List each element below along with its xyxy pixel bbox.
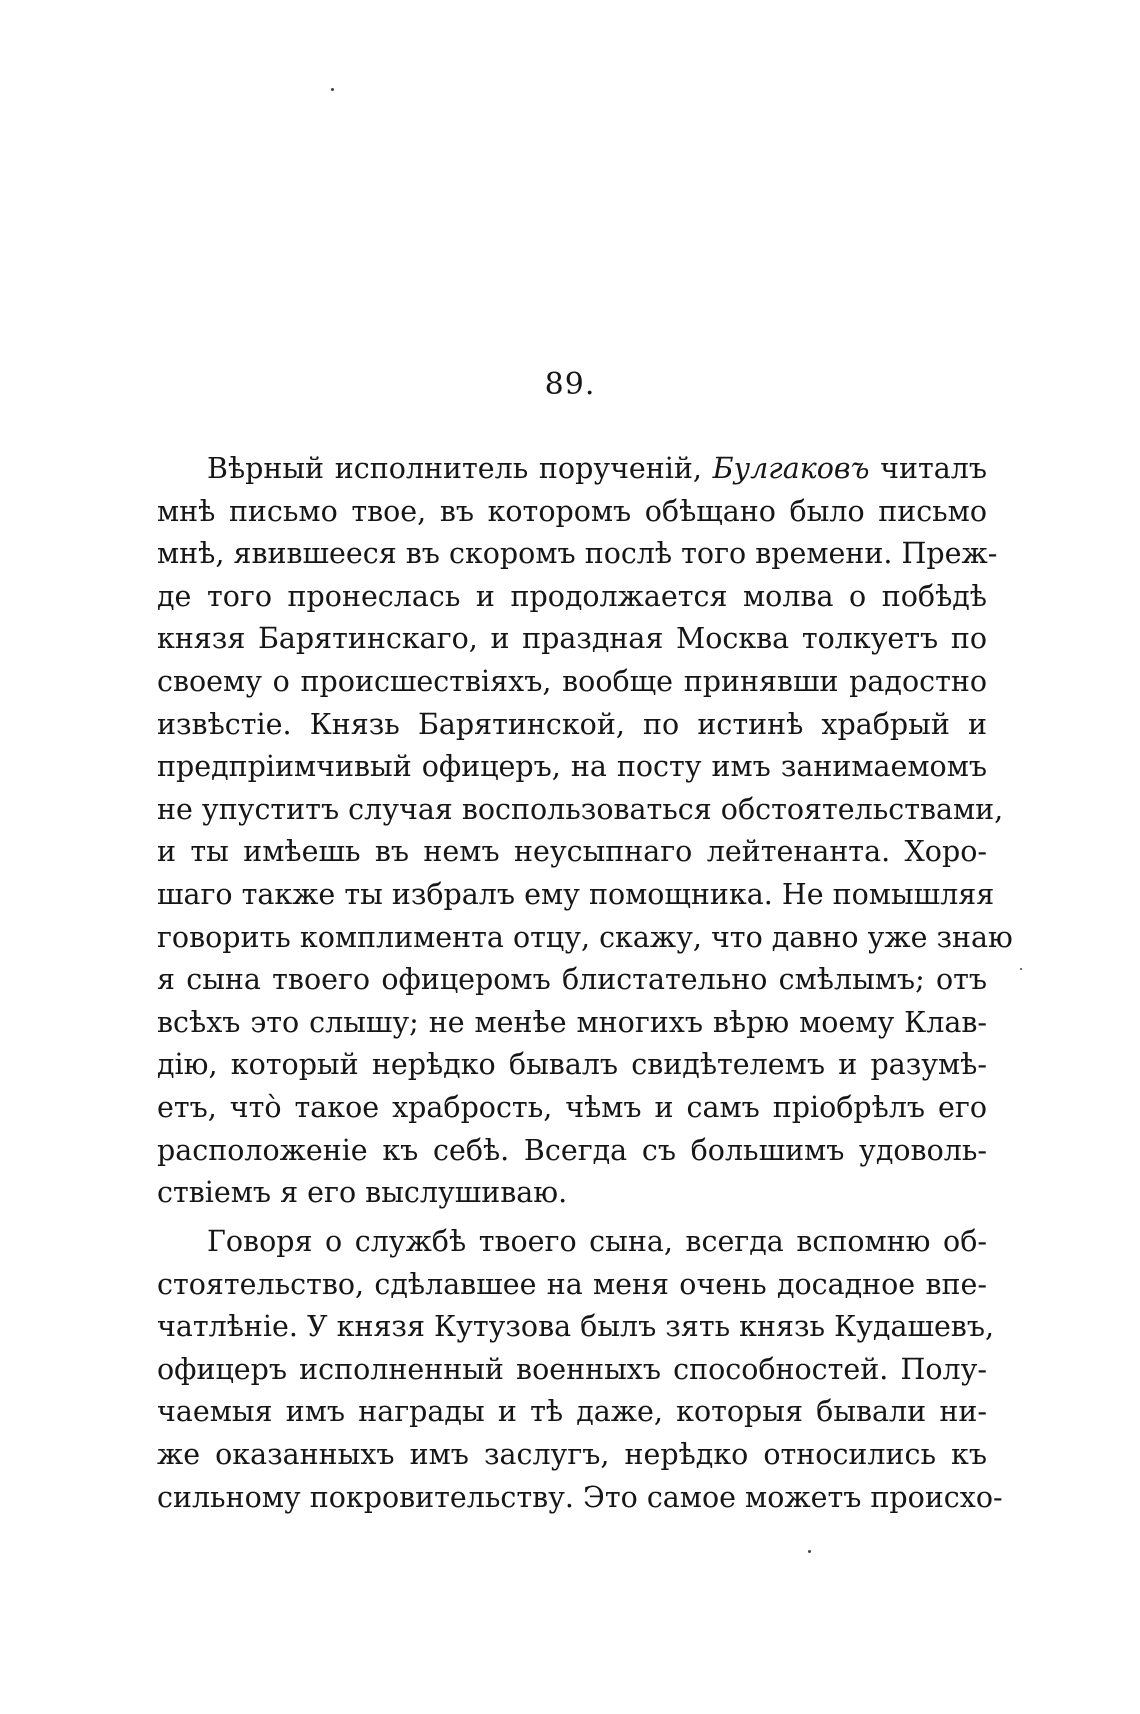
text-line: расположеніе къ себѣ. Всегда съ большимъ удоволь-	[157, 1133, 987, 1167]
scan-speck	[331, 88, 334, 91]
text-line: всѣхъ это слышу; не менѣе многихъ вѣрю моему Клав-	[157, 1005, 987, 1039]
paragraph-2	[157, 1221, 1003, 1519]
text-line: шаго также ты избралъ ему помощника. Не помышляя	[157, 877, 995, 911]
text-line: мнѣ, явившееся въ скоромъ послѣ того времени. Преж-	[157, 537, 998, 571]
italic-name: Булгаковъ	[712, 452, 870, 485]
text-line: дію, который нерѣдко бывалъ свидѣтелемъ и разумѣ-	[157, 1048, 987, 1082]
page-number: 89.	[544, 367, 596, 402]
text-line: князя Барятинскаго, и праздная Москва толкуетъ по	[157, 622, 987, 656]
text-line: говорить комплимента отцу, скажу, что давно уже знаю	[157, 920, 1013, 954]
text-line: чаемыя имъ награды и тѣ даже, которыя бывали ни-	[157, 1395, 987, 1429]
text-line: я сына твоего офицеромъ блистательно смѣлымъ; отъ	[157, 963, 987, 997]
text-line: не упуститъ случая воспользоваться обстоятельствами,	[157, 792, 1004, 826]
scan-speck	[808, 1550, 811, 1553]
text-line: же оказанныхъ имъ заслугъ, нерѣдко относились къ	[157, 1437, 987, 1471]
text-line: сильному покровительству. Это самое можетъ происхо-	[157, 1480, 1003, 1514]
text-line: своему о происшествіяхъ, вообще принявши радостно	[157, 664, 987, 698]
text-line: ствіемъ я его выслушиваю.	[157, 1176, 568, 1210]
text-line: де того пронеслась и продолжается молва о побѣдѣ	[157, 579, 987, 613]
scan-speck	[1020, 968, 1022, 970]
text-line: стоятельство, сдѣлавшее на меня очень досадное впе-	[157, 1267, 987, 1301]
text-line: мнѣ письмо твое, въ которомъ обѣщано было письмо	[157, 494, 987, 528]
text-line: Вѣрный исполнитель порученій, Булгаковъ читалъ	[207, 452, 987, 485]
text-line: предпріимчивый офицеръ, на посту имъ занимаемомъ	[157, 750, 987, 784]
text-line: и ты имѣешь въ немъ неусыпнаго лейтенанта. Хоро-	[157, 835, 987, 869]
text-line: чатлѣніе. У князя Кутузова былъ зять князь Кудашевъ,	[157, 1310, 995, 1344]
text-line: Говоря о службѣ твоего сына, всегда вспомню об-	[207, 1225, 987, 1258]
text-line: етъ, что̀ такое храбрость, чѣмъ и самъ пріобрѣлъ его	[157, 1090, 987, 1124]
text-line: офицеръ исполненный военныхъ способностей. Полу-	[157, 1352, 987, 1386]
text-line: извѣстіе. Князь Барятинской, по истинѣ храбрый и	[157, 707, 987, 741]
paragraph-1	[157, 448, 1013, 1215]
